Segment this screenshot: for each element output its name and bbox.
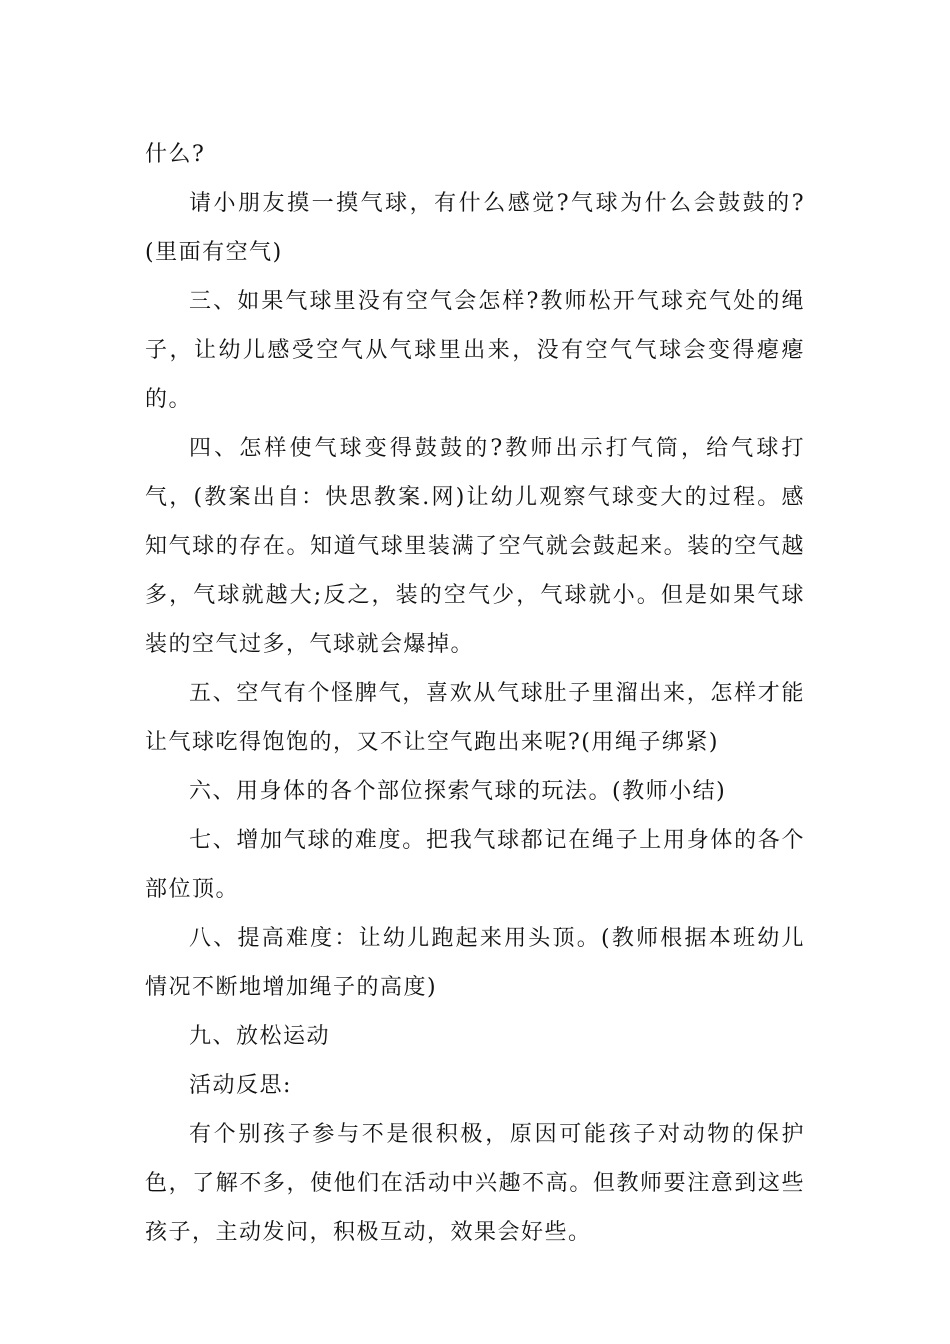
- paragraph-continuation: 什么?: [145, 142, 206, 167]
- document-body: [145, 130, 805, 1257]
- paragraph-reflection-body: 有个别孩子参与不是很积极，原因可能孩子对动物的保护色，了解不多，使他们在活动中兴趣不高。但教师要注意到这些孩子，主动发问，积极互动，效果会好些。: [145, 1122, 805, 1245]
- paragraph-step-nine: 九、放松运动: [189, 1024, 331, 1049]
- paragraph-reflection-heading: 活动反思:: [189, 1073, 292, 1098]
- paragraph-step-three: 三、如果气球里没有空气会怎样?教师松开气球充气处的绳子，让幼儿感受空气从气球里出来，没有空气气球会变得瘪瘪的。: [145, 289, 805, 412]
- paragraph-step-five: 五、空气有个怪脾气，喜欢从气球肚子里溜出来，怎样才能让气球吃得饱饱的，又不让空气跑出来呢?(用绳子绑紧): [145, 681, 805, 755]
- paragraph-step-six: 六、用身体的各个部位探索气球的玩法。(教师小结): [189, 779, 727, 804]
- paragraph-touch-balloon: 请小朋友摸一摸气球，有什么感觉?气球为什么会鼓鼓的?(里面有空气): [145, 191, 805, 265]
- paragraph-step-seven: 七、增加气球的难度。把我气球都记在绳子上用身体的各个部位顶。: [145, 828, 805, 902]
- paragraph-step-four: 四、怎样使气球变得鼓鼓的?教师出示打气筒，给气球打气，(教案出自：快思教案.网)让幼儿观察气球变大的过程。感知气球的存在。知道气球里装满了空气就会鼓起来。装的空气越多，气球就越大;反之，装的空气少，气球就小。但是如果气球装的空气过多，气球就会爆掉。: [145, 436, 805, 657]
- paragraph-step-eight: 八、提高难度：让幼儿跑起来用头顶。(教师根据本班幼儿情况不断地增加绳子的高度): [145, 926, 805, 1000]
